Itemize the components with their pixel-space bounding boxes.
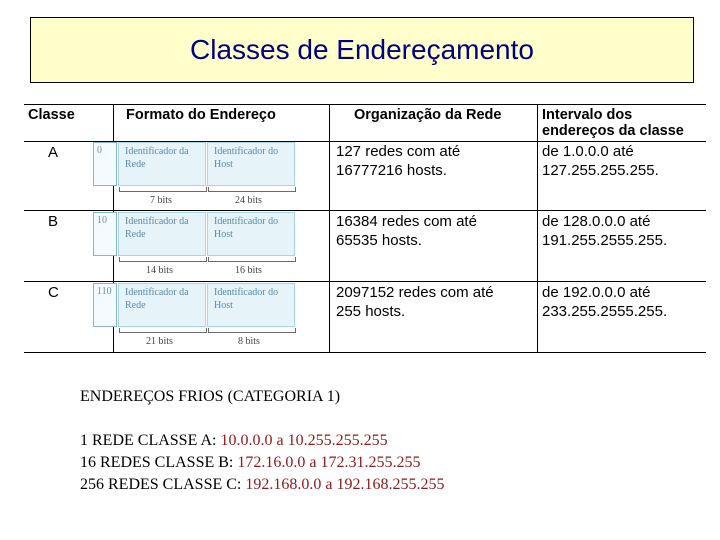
class-a-private-range: 10.0.0.0 a 10.255.255.255 xyxy=(220,432,388,449)
table-col-divider-2 xyxy=(329,104,330,353)
page-title: Classes de Endereçamento xyxy=(190,34,534,65)
row-a-org-line1: 127 redes com até xyxy=(336,143,461,160)
row-a-network-bits: 7 bits xyxy=(150,195,172,206)
row-b-network-brace xyxy=(119,257,207,262)
address-class-table xyxy=(24,104,706,353)
row-c-range-line2: 233.255.2555.255. xyxy=(542,303,668,320)
row-a-range-line1: de 1.0.0.0 até xyxy=(542,143,634,160)
row-a-prefix-bits: 0 xyxy=(93,142,117,186)
class-b-private-range: 172.16.0.0 a 172.31.255.255 xyxy=(237,454,421,471)
row-c-host-id: Identificador do Host xyxy=(207,283,295,327)
row-b-host-bits: 16 bits xyxy=(235,265,262,276)
row-b-format-diagram xyxy=(93,212,303,256)
row-b-host-id: Identificador do Host xyxy=(207,212,295,256)
class-c-private-range: 192.168.0.0 a 192.168.255.255 xyxy=(245,476,445,493)
row-c-range-line1: de 192.0.0.0 até xyxy=(542,284,651,301)
row-a-range-line2: 127.255.255.255. xyxy=(542,162,659,179)
row-c-format-diagram xyxy=(93,283,303,327)
row-b-network-id: Identificador da Rede xyxy=(118,212,206,256)
row-b-org-line2: 65535 hosts. xyxy=(336,232,422,249)
private-addresses-section xyxy=(80,386,444,496)
table-col-divider-3 xyxy=(537,104,538,353)
row-a-network-brace xyxy=(119,187,207,192)
row-a-network-id: Identificador da Rede xyxy=(118,142,206,186)
row-b-range-line1: de 128.0.0.0 até xyxy=(542,213,651,230)
title-box xyxy=(30,17,694,83)
class-a-private-label: 1 REDE CLASSE A: xyxy=(80,432,221,449)
spacer xyxy=(80,408,444,430)
row-a-host-id: Identificador do Host xyxy=(207,142,295,186)
class-c-private-line xyxy=(80,474,444,496)
row-b-host-brace xyxy=(208,257,296,262)
header-classe: Classe xyxy=(28,107,75,123)
header-intervalo-line2: endereços da classe xyxy=(542,123,684,139)
row-c-network-brace xyxy=(119,328,207,333)
table-row-rule-1 xyxy=(24,210,706,211)
row-c-network-id: Identificador da Rede xyxy=(118,283,206,327)
row-a-class: A xyxy=(48,144,59,161)
row-b-range-line2: 191.255.2555.255. xyxy=(542,232,668,249)
row-a-format-diagram xyxy=(93,142,303,186)
header-formato: Formato do Endereço xyxy=(126,107,276,123)
row-c-host-brace xyxy=(208,328,296,333)
private-addresses-heading: ENDEREÇOS FRIOS (CATEGORIA 1) xyxy=(80,388,341,405)
class-b-private-label: 16 REDES CLASSE B: xyxy=(80,454,238,471)
row-a-host-bits: 24 bits xyxy=(235,195,262,206)
class-c-private-label: 256 REDES CLASSE C: xyxy=(80,476,246,493)
row-c-org-line2: 255 hosts. xyxy=(336,303,406,320)
row-b-network-bits: 14 bits xyxy=(146,265,173,276)
class-a-private-line xyxy=(80,430,444,452)
row-c-org-line1: 2097152 redes com até xyxy=(336,284,494,301)
row-c-network-bits: 21 bits xyxy=(146,336,173,347)
row-b-org-line1: 16384 redes com até xyxy=(336,213,477,230)
row-c-prefix-bits: 110 xyxy=(93,283,117,327)
class-b-private-line xyxy=(80,452,444,474)
row-b-class: B xyxy=(48,213,59,230)
row-c-class: C xyxy=(48,284,59,301)
table-border-bottom xyxy=(24,352,706,353)
row-c-host-bits: 8 bits xyxy=(238,336,260,347)
row-a-host-brace xyxy=(208,187,296,192)
row-a-org-line2: 16777216 hosts. xyxy=(336,162,447,179)
row-b-prefix-bits: 10 xyxy=(93,212,117,256)
header-organizacao: Organização da Rede xyxy=(354,107,502,123)
table-row-rule-2 xyxy=(24,281,706,282)
header-intervalo-line1: Intervalo dos xyxy=(542,107,633,123)
table-border-top xyxy=(24,104,706,105)
